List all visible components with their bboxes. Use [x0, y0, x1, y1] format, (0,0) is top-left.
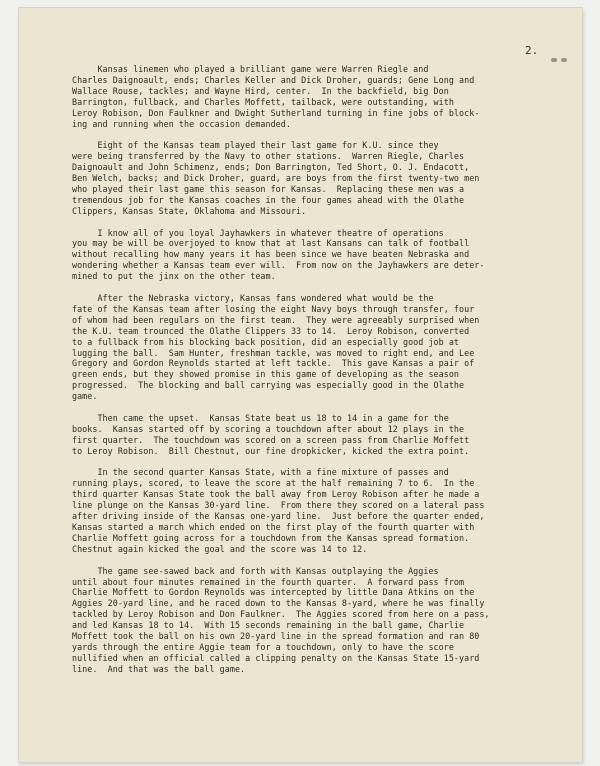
paragraph [72, 64, 547, 129]
staple-mark [551, 58, 569, 62]
text-line: without recalling how many years it has been since we have beaten Nebraska and [72, 249, 470, 260]
text-line: books. Kansas started off by scoring a touchdown after about 12 plays in the [72, 423, 465, 434]
text-line: game. [72, 391, 98, 402]
paragraph [72, 566, 547, 675]
text-line: lugging the ball. Sam Hunter, freshman tackle, was moved to right end, and Lee [72, 347, 475, 358]
text-line: Clippers, Kansas State, Oklahoma and Missouri. [72, 205, 307, 216]
text-line: Kansas linemen who played a brilliant game were Warren Riegle and [72, 64, 429, 74]
text-line: fate of the Kansas team after losing the eight Navy boys through transfer, four [72, 303, 475, 314]
text-line: green ends, but they showed promise in this game of developing as the season [72, 369, 460, 380]
text-line: nullified when an official called a clipping penalty on the Kansas State 15-yard [72, 652, 480, 663]
text-line: Charlie Moffett going across for a touchdown from the Kansas spread formation. [72, 532, 470, 543]
text-line: tremendous job for the Kansas coaches in the four games ahead with the Olathe [72, 194, 465, 205]
text-line: the K.U. team trounced the Olathe Clippers 33 to 14. Leroy Robison, converted [72, 325, 470, 336]
text-line: line plunge on the Kansas 30-yard line. From there they scored on a lateral pass [72, 500, 485, 511]
text-line: Ben Welch, backs; and Dick Droher, guard, are boys from the first twenty-two men [72, 173, 480, 184]
text-line: Eight of the Kansas team played their last game for K.U. since they [72, 140, 439, 151]
text-line: third quarter Kansas State took the ball away from Leroy Robison after he made a [72, 489, 480, 500]
text-line: Gregory and Gordon Reynolds started at left tackle. This gave Kansas a pair of [72, 358, 475, 369]
body-text [72, 64, 547, 686]
text-line: after driving inside of the Kansas one-yard line. Just before the quarter ended, [72, 511, 485, 522]
text-line: mined to put the jinx on the other team. [72, 271, 276, 282]
page-number: 2. [525, 44, 539, 57]
text-line: tackled by Leroy Robison and Don Faulkner. The Aggies scored from here on a pass, [72, 609, 490, 620]
text-line: were being transferred by the Navy to other stations. Warren Riegle, Charles [72, 151, 465, 162]
text-line: yards through the entire Aggie team for a touchdown, only to have the score [72, 641, 454, 652]
text-line: progressed. The blocking and ball carrying was especially good in the Olathe [72, 380, 465, 391]
text-line: I know all of you loyal Jayhawkers in whatever theatre of operations [72, 227, 444, 238]
text-line: Barrington, fullback, and Charles Moffett, tailback, were outstanding, with [72, 96, 454, 107]
text-line: wondering whether a Kansas team ever will. From now on the Jayhawkers are deter- [72, 260, 485, 271]
paragraph [72, 293, 547, 402]
text-line: to a fullback from his blocking back position, did an especially good job at [72, 336, 460, 347]
text-line: ing and running when the occasion demanded. [72, 118, 291, 129]
paragraph [72, 228, 547, 283]
text-line: Daignoault and John Schimenz, ends; Don Barrington, Ted Short, O. J. Endacott, [72, 162, 470, 173]
paragraph [72, 140, 547, 216]
text-line: line. And that was the ball game. [72, 663, 246, 674]
text-line: After the Nebraska victory, Kansas fans wondered what would be the [72, 292, 434, 303]
document-page [19, 8, 582, 762]
text-line: Moffett took the ball on his own 20-yard line in the spread formation and ran 80 [72, 631, 480, 642]
text-line: until about four minutes remained in the fourth quarter. A forward pass from [72, 576, 465, 587]
text-line: Wallace Rouse, tackles; and Wayne Hird, center. In the backfield, big Don [72, 85, 449, 96]
text-line: Chestnut again kicked the goal and the score was 14 to 12. [72, 543, 368, 554]
text-line: Charles Daignoault, ends; Charles Keller and Dick Droher, guards; Gene Long and [72, 74, 475, 85]
text-line: to Leroy Robison. Bill Chestnut, our fine dropkicker, kicked the extra point. [72, 445, 470, 456]
text-line: Charlie Moffett to Gordon Reynolds was intercepted by little Dana Atkins on the [72, 587, 475, 598]
paragraph [72, 467, 547, 554]
paragraph [72, 413, 547, 457]
text-line: running plays, scored, to leave the score at the half remaining 7 to 6. In the [72, 478, 475, 489]
text-line: In the second quarter Kansas State, with a fine mixture of passes and [72, 467, 449, 478]
text-line: Leroy Robison, Don Faulkner and Dwight Sutherland turning in fine jobs of block- [72, 107, 480, 118]
text-line: Kansas started a march which ended on the first play of the fourth quarter with [72, 521, 475, 532]
text-line: Aggies 20-yard line, and he raced down to the Kansas 8-yard, where he was finally [72, 598, 485, 609]
text-line: of whom had been regulars on the first team. They were agreeably surprised when [72, 314, 480, 325]
text-line: who played their last game this season for Kansas. Replacing these men was a [72, 183, 465, 194]
text-line: you may be will be overjoyed to know that at last Kansans can talk of football [72, 238, 470, 249]
text-line: The game see-sawed back and forth with Kansas outplaying the Aggies [72, 565, 439, 576]
text-line: first quarter. The touchdown was scored on a screen pass from Charlie Moffett [72, 434, 470, 445]
text-line: Then came the upset. Kansas State beat us 18 to 14 in a game for the [72, 412, 449, 423]
text-line: and led Kansas 18 to 14. With 15 seconds remaining in the ball game, Charlie [72, 620, 465, 631]
